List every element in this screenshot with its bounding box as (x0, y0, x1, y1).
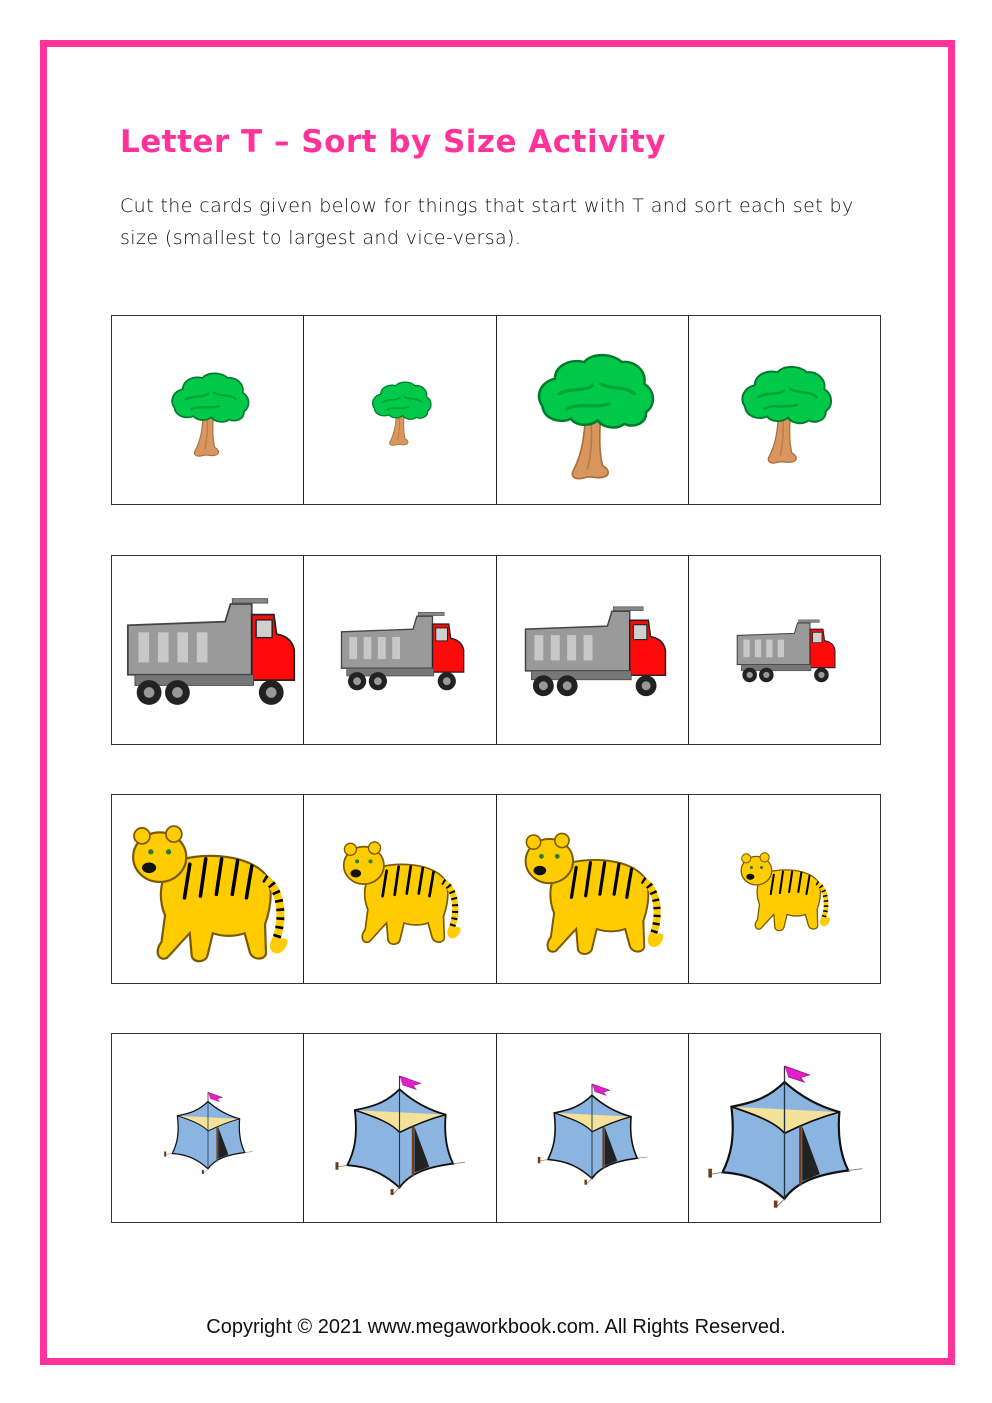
tent-icon (325, 1061, 474, 1195)
card-row-tent (111, 1033, 881, 1223)
card-tree-3 (497, 316, 689, 504)
card-tent-3 (497, 1034, 689, 1222)
dump-truck-icon (119, 570, 296, 730)
card-truck-3 (497, 556, 689, 744)
card-tent-1 (112, 1034, 304, 1222)
tiger-icon (119, 809, 296, 969)
card-tree-1 (112, 316, 304, 504)
card-truck-1 (112, 556, 304, 744)
dump-truck-icon (335, 591, 465, 709)
card-tree-4 (689, 316, 880, 504)
card-truck-4 (689, 556, 880, 744)
tiger-icon (513, 818, 671, 961)
tiger-icon (333, 829, 467, 950)
card-row-tiger (111, 794, 881, 984)
tree-icon (152, 360, 264, 461)
tree-icon (509, 335, 676, 486)
worksheet-instructions: Cut the cards given below for things that start with T and sort each set by size (smallest to largest and vice-versa). (120, 195, 854, 249)
tent-icon (696, 1048, 873, 1208)
card-tiger-3 (497, 795, 689, 983)
dump-truck-icon (518, 583, 667, 717)
card-tent-4 (689, 1034, 880, 1222)
tiger-icon (733, 843, 835, 935)
tent-icon (157, 1082, 259, 1174)
card-row-truck (111, 555, 881, 745)
card-tree-2 (304, 316, 496, 504)
card-tiger-1 (112, 795, 304, 983)
tree-icon (357, 372, 443, 449)
card-tent-2 (304, 1034, 496, 1222)
tent-icon (529, 1071, 655, 1185)
tree-icon (719, 351, 849, 469)
card-tiger-2 (304, 795, 496, 983)
copyright-notice: Copyright © 2021 www.megaworkbook.com. All Rights Reserved. (206, 1316, 786, 1338)
card-tiger-4 (689, 795, 880, 983)
dump-truck-icon (732, 603, 836, 697)
card-truck-2 (304, 556, 496, 744)
worksheet-title: Letter T – Sort by Size Activity (120, 124, 666, 160)
card-row-tree (111, 315, 881, 505)
